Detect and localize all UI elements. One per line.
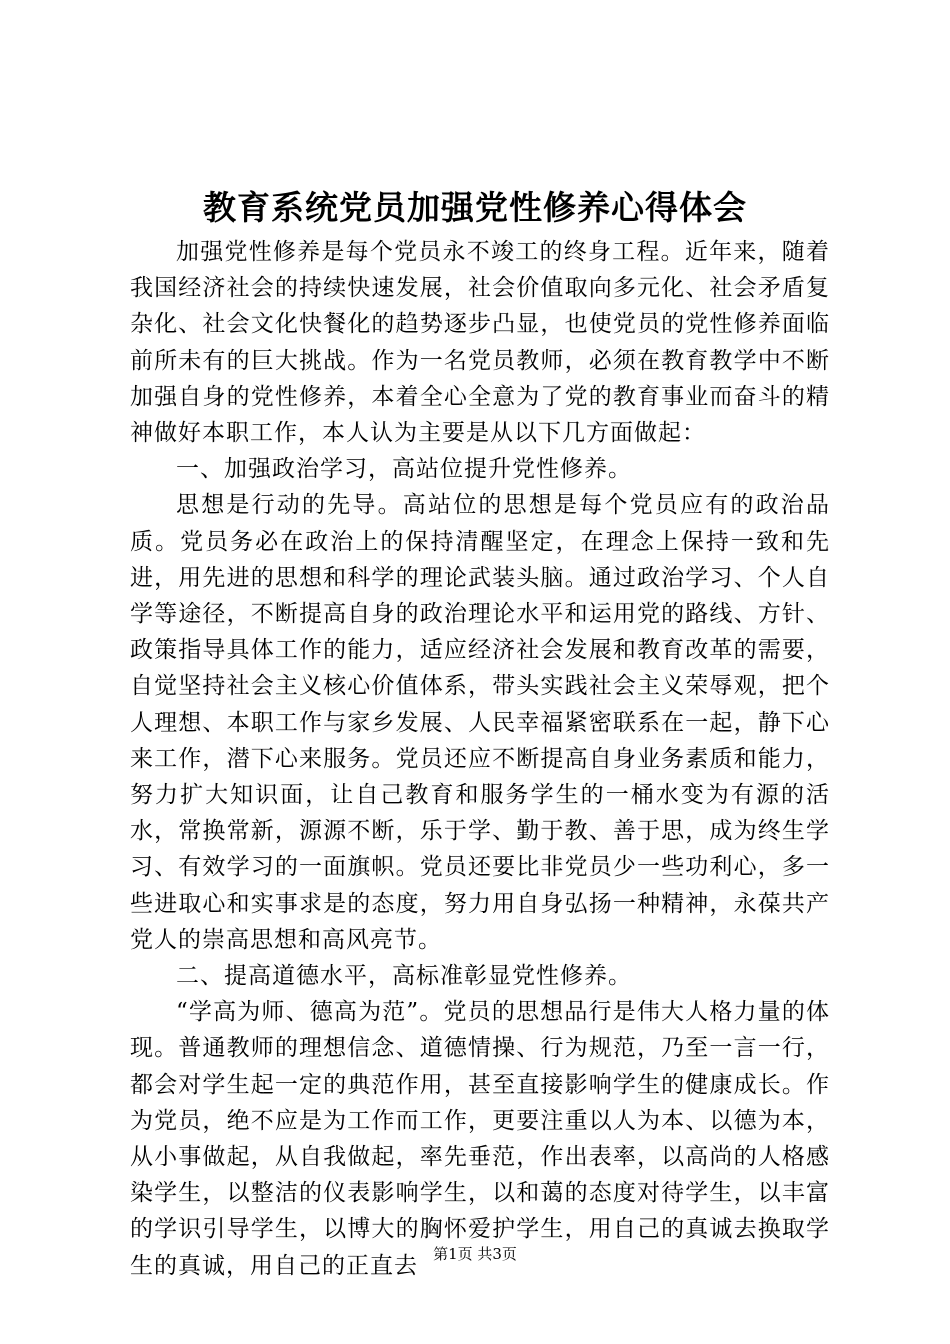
- paragraph-intro: 加强党性修养是每个党员永不竣工的终身工程。近年来，随着我国经济社会的持续快速发展，社会价值取向多元化、社会矛盾复杂化、社会文化快餐化的趋势逐步凸显，也使党员的党性修养面临前所未有的巨大挑战。作为一名党员教师，必须在教育教学中不断加强自身的党性修养，本着全心全意为了党的教育事业而奋斗的精神做好本职工作，本人认为主要是从以下几方面做起：: [130, 239, 830, 447]
- document-body: [130, 234, 830, 1284]
- paragraph-section-1: 思想是行动的先导。高站位的思想是每个党员应有的政治品质。党员务必在政治上的保持清醒坚定，在理念上保持一致和先进，用先进的思想和科学的理论武装头脑。通过政治学习、个人自学等途径，不断提高自身的政治理论水平和运用党的路线、方针、政策指导具体工作的能力，适应经济社会发展和教育改革的需要，自觉坚持社会主义核心价值体系，带头实践社会主义荣辱观，把个人理想、本职工作与家乡发展、人民幸福紧密联系在一起，静下心来工作，潜下心来服务。党员还应不断提高自身业务素质和能力，努力扩大知识面，让自己教育和服务学生的一桶水变为有源的活水，常换常新，源源不断，乐于学、勤于教、善于思，成为终生学习、有效学习的一面旗帜。党员还要比非党员少一些功利心，多一些进取心和实事求是的态度，努力用自身弘扬一种精神，永葆共产党人的崇高思想和高风亮节。: [130, 492, 830, 953]
- section-heading-1: 一、加强政治学习，高站位提升党性修养。: [176, 456, 632, 483]
- section-heading-2: 二、提高道德水平，高标准彰显党性修养。: [176, 963, 632, 990]
- paragraph-section-2: “学高为师、德高为范”。党员的思想品行是伟大人格力量的体现。普通教师的理想信念、道德情操、行为规范，乃至一言一行，都会对学生起一定的典范作用，甚至直接影响学生的健康成长。作为党员，绝不应是为工作而工作，更要注重以人为本、以德为本，从小事做起，从自我做起，率先垂范，作出表率，以高尚的人格感染学生，以整洁的仪表影响学生，以和蔼的态度对待学生，以丰富的学识引导学生，以博大的胸怀爱护学生，用自己的真诚去换取学生的真诚，用自己的正直去: [130, 999, 830, 1279]
- document-title: 教育系统党员加强党性修养心得体会: [203, 188, 747, 227]
- page-number-footer: 第1页 共3页: [433, 1245, 517, 1263]
